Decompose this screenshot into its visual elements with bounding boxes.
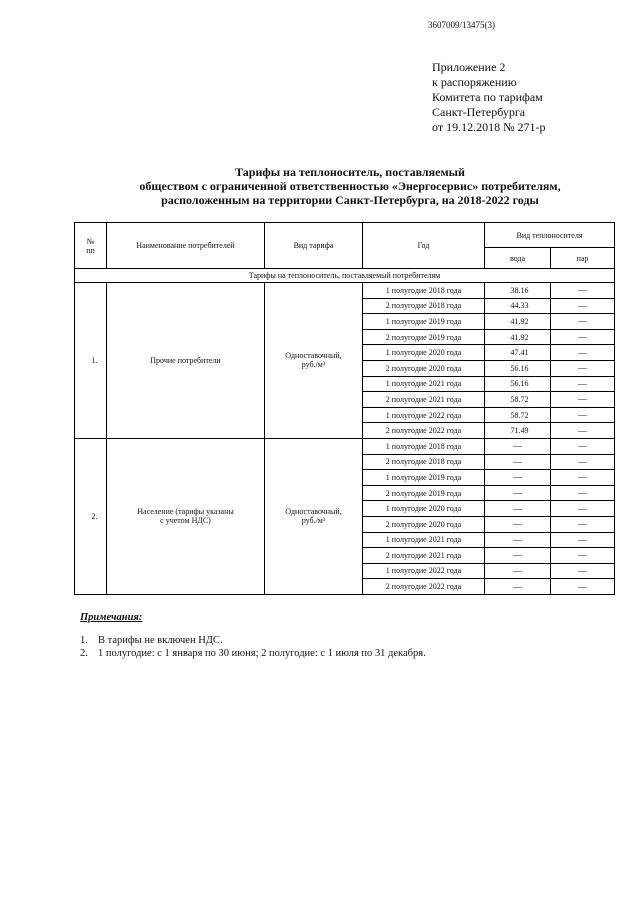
water-value: — bbox=[485, 501, 551, 517]
steam-value: — bbox=[551, 423, 615, 439]
header-water: вода bbox=[485, 248, 551, 269]
water-value: — bbox=[485, 470, 551, 486]
title-line: обществом с ограниченной ответственностью «Энергосервис» потребителям, bbox=[139, 179, 561, 193]
water-value: 38.16 bbox=[485, 283, 551, 299]
period-cell: 1 полугодие 2021 года bbox=[363, 376, 485, 392]
steam-value: — bbox=[551, 329, 615, 345]
note-item bbox=[80, 634, 426, 647]
water-value: — bbox=[485, 563, 551, 579]
period-cell: 1 полугодие 2022 года bbox=[363, 407, 485, 423]
appendix-line: Комитета по тарифам bbox=[432, 90, 543, 104]
tariff-type: Одноставочный, руб./м³ bbox=[265, 283, 363, 439]
period-cell: 1 полугодие 2018 года bbox=[363, 283, 485, 299]
steam-value: — bbox=[551, 454, 615, 470]
appendix-block bbox=[432, 60, 546, 135]
period-cell: 2 полугодие 2021 года bbox=[363, 548, 485, 564]
steam-value: — bbox=[551, 376, 615, 392]
steam-value: — bbox=[551, 516, 615, 532]
water-value: 41.92 bbox=[485, 314, 551, 330]
steam-value: — bbox=[551, 392, 615, 408]
water-value: — bbox=[485, 579, 551, 595]
water-value: — bbox=[485, 516, 551, 532]
section-title: Тарифы на теплоноситель, поставляемый потребителям bbox=[75, 269, 615, 283]
steam-value: — bbox=[551, 548, 615, 564]
consumer-name: Население (тарифы указаны с учетом НДС) bbox=[107, 438, 265, 594]
row-number: 1. bbox=[75, 283, 107, 439]
header-tariff-type: Вид тарифа bbox=[265, 223, 363, 269]
document-number: 3607009/13475(3) bbox=[428, 20, 495, 30]
header-consumer: Наименование потребителей bbox=[107, 223, 265, 269]
period-cell: 2 полугодие 2019 года bbox=[363, 329, 485, 345]
water-value: — bbox=[485, 438, 551, 454]
water-value: — bbox=[485, 532, 551, 548]
notes-block bbox=[80, 612, 426, 660]
note-item bbox=[80, 647, 426, 660]
steam-value: — bbox=[551, 283, 615, 299]
water-value: 58.72 bbox=[485, 392, 551, 408]
water-value: 56.16 bbox=[485, 376, 551, 392]
period-cell: 2 полугодие 2018 года bbox=[363, 298, 485, 314]
period-cell: 2 полугодие 2020 года bbox=[363, 360, 485, 376]
water-value: 58.72 bbox=[485, 407, 551, 423]
note-number: 1. bbox=[80, 635, 88, 646]
steam-value: — bbox=[551, 485, 615, 501]
appendix-line: Санкт-Петербурга bbox=[432, 105, 526, 119]
note-text: 1 полугодие: с 1 января по 30 июня; 2 полугодие: с 1 июля по 31 декабря. bbox=[98, 648, 426, 659]
steam-value: — bbox=[551, 532, 615, 548]
appendix-line: Приложение 2 bbox=[432, 60, 506, 74]
note-text: В тарифы не включен НДС. bbox=[98, 635, 223, 646]
header-steam: пар bbox=[551, 248, 615, 269]
header-carrier: Вид теплоносителя bbox=[485, 223, 615, 248]
steam-value: — bbox=[551, 345, 615, 361]
tariff-table bbox=[74, 222, 615, 595]
period-cell: 1 полугодие 2018 года bbox=[363, 438, 485, 454]
header-year: Год bbox=[363, 223, 485, 269]
steam-value: — bbox=[551, 438, 615, 454]
steam-value: — bbox=[551, 579, 615, 595]
steam-value: — bbox=[551, 563, 615, 579]
steam-value: — bbox=[551, 360, 615, 376]
table-row bbox=[75, 283, 615, 299]
title-line: расположенным на территории Санкт-Петербурга, на 2018-2022 годы bbox=[161, 193, 539, 207]
period-cell: 1 полугодие 2022 года bbox=[363, 563, 485, 579]
tariff-type: Одноставочный, руб./м³ bbox=[265, 438, 363, 594]
period-cell: 1 полугодие 2019 года bbox=[363, 314, 485, 330]
table-row bbox=[75, 438, 615, 454]
water-value: 41.92 bbox=[485, 329, 551, 345]
header-num: № пп bbox=[75, 223, 107, 269]
appendix-line: к распоряжению bbox=[432, 75, 517, 89]
period-cell: 1 полугодие 2021 года bbox=[363, 532, 485, 548]
water-value: 47.41 bbox=[485, 345, 551, 361]
steam-value: — bbox=[551, 298, 615, 314]
period-cell: 1 полугодие 2020 года bbox=[363, 345, 485, 361]
steam-value: — bbox=[551, 407, 615, 423]
period-cell: 2 полугодие 2022 года bbox=[363, 579, 485, 595]
water-value: 71.49 bbox=[485, 423, 551, 439]
steam-value: — bbox=[551, 501, 615, 517]
steam-value: — bbox=[551, 314, 615, 330]
period-cell: 2 полугодие 2021 года bbox=[363, 392, 485, 408]
water-value: — bbox=[485, 454, 551, 470]
steam-value: — bbox=[551, 470, 615, 486]
period-cell: 1 полугодие 2019 года bbox=[363, 470, 485, 486]
consumer-name: Прочие потребители bbox=[107, 283, 265, 439]
document-title bbox=[60, 165, 640, 207]
period-cell: 2 полугодие 2019 года bbox=[363, 485, 485, 501]
period-cell: 2 полугодие 2020 года bbox=[363, 516, 485, 532]
period-cell: 2 полугодие 2022 года bbox=[363, 423, 485, 439]
period-cell: 1 полугодие 2020 года bbox=[363, 501, 485, 517]
note-number: 2. bbox=[80, 648, 88, 659]
title-line: Тарифы на теплоноситель, поставляемый bbox=[235, 165, 465, 179]
notes-title: Примечания: bbox=[80, 612, 143, 623]
water-value: — bbox=[485, 485, 551, 501]
row-number: 2. bbox=[75, 438, 107, 594]
water-value: — bbox=[485, 548, 551, 564]
period-cell: 2 полугодие 2018 года bbox=[363, 454, 485, 470]
appendix-line: от 19.12.2018 № 271-р bbox=[432, 120, 546, 134]
water-value: 44.33 bbox=[485, 298, 551, 314]
water-value: 56.16 bbox=[485, 360, 551, 376]
